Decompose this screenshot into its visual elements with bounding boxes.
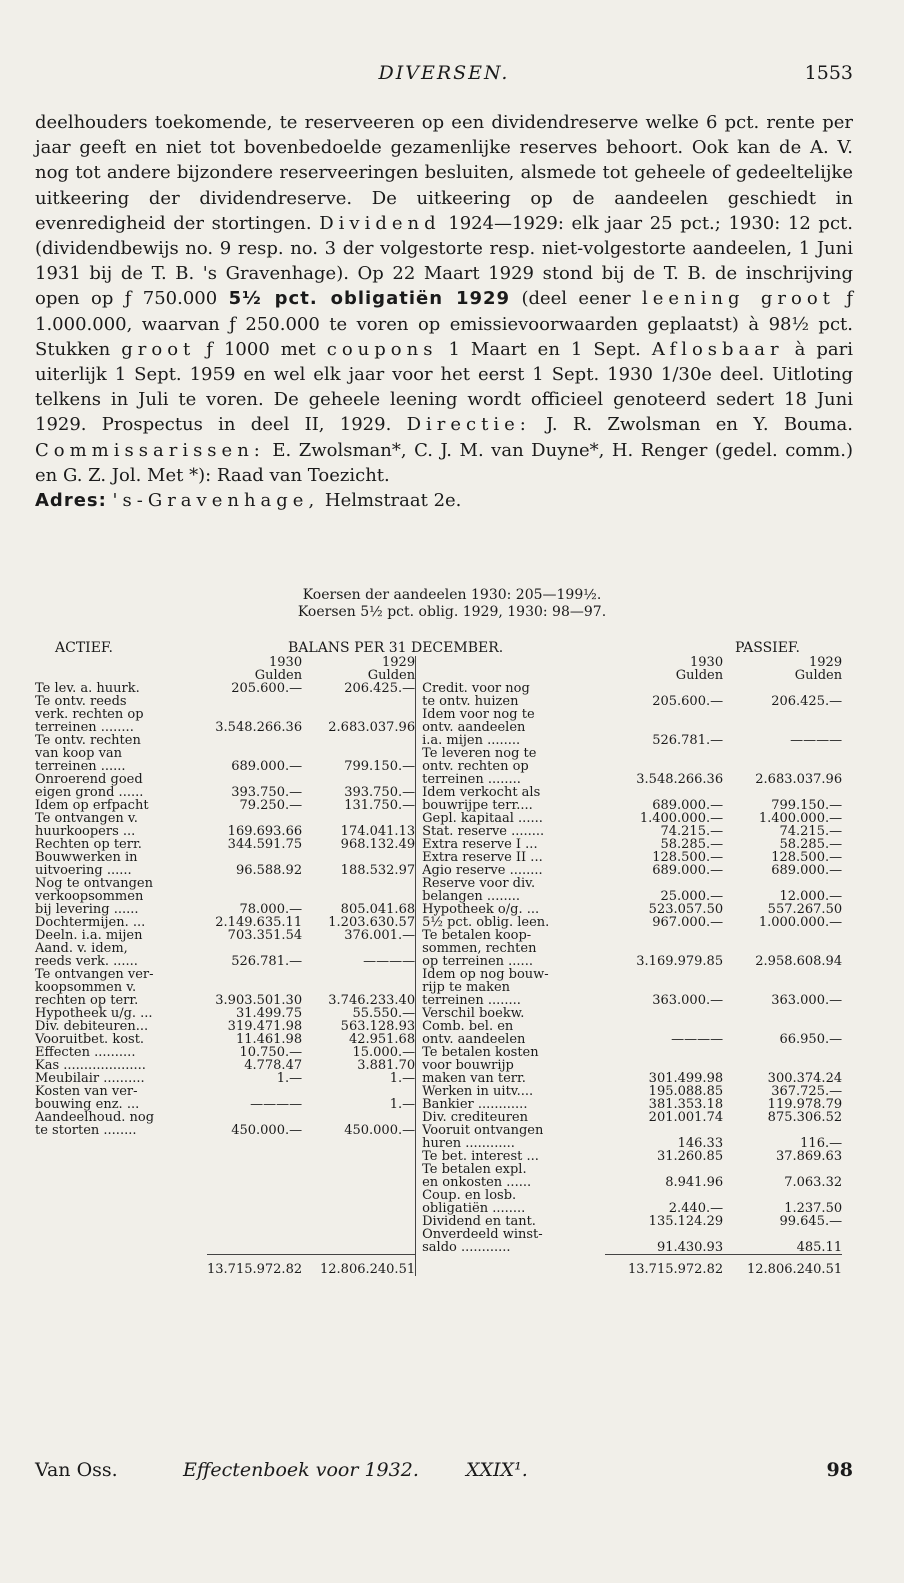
actief-item (35, 1228, 207, 1241)
passief-item: obligatiën ........ (422, 1201, 526, 1216)
passief-item: en onkosten ...... (422, 1175, 532, 1190)
running-title: DIVERSEN. (378, 62, 510, 84)
passief-item: Hypotheek o/g. ... (422, 902, 540, 917)
actief-item: bouwing enz. ... (35, 1097, 140, 1112)
actief-1929: 42.951.68 (348, 1032, 416, 1047)
actief-1930: 169.693.66 (227, 824, 303, 839)
passief-item: Vooruit ontvangen (422, 1123, 544, 1138)
text-run: à pari uiterlijk 1 Sept. 1959 en wel elk jaar voor het eerst 1 Sept. 1930 1/30e deel. Uitloting telkens in Juli te voren. De geheele leening wordt officieel genoteerd sedert 18 Juni 1929. Prospectus in deel II, 1929. (35, 338, 853, 436)
actief-1929 (302, 1202, 416, 1215)
actief-1929: 2.683.037.96 (328, 720, 416, 735)
passief-1930: 201.001.74 (648, 1110, 724, 1125)
passief-1930: 301.499.98 (648, 1071, 724, 1086)
passief-1930: 689.000.— (652, 863, 724, 878)
actief-1930: 205.600.— (231, 681, 303, 696)
passief-1930: 1.400.000.— (639, 811, 724, 826)
actief-1929: 393.750.— (344, 785, 416, 800)
koers-aandeelen: Koersen der aandeelen 1930: 205—199½. (302, 587, 602, 603)
actief-item: terreinen ........ (35, 720, 134, 735)
address-line (35, 488, 853, 513)
passief-item: belangen ........ (422, 889, 520, 904)
actief-1929 (302, 877, 416, 890)
actief-1929 (302, 1215, 416, 1228)
actief-1930: 11.461.98 (235, 1032, 303, 1047)
actief-item: te storten ........ (35, 1123, 137, 1138)
passief-1929: 37.869.63 (775, 1149, 843, 1164)
actief-1930 (207, 1137, 302, 1150)
actief-item: verk. rechten op (35, 707, 144, 722)
actief-1930: 344.591.75 (227, 837, 303, 852)
passief-1929 (723, 747, 842, 760)
passief-1930: 381.353.18 (648, 1097, 724, 1112)
actief-1929 (302, 1176, 416, 1189)
passief-item: Reserve voor div. (422, 876, 536, 891)
actief-1930 (207, 1176, 302, 1189)
actief-1930: 3.548.266.36 (215, 720, 303, 735)
text-run: (deel eener (521, 288, 631, 310)
passief-item: Verschil boekw. (422, 1006, 525, 1021)
actief-item: Aandeelhoud. nog (35, 1110, 155, 1125)
paragraph (35, 110, 853, 488)
actief-item: Te lev. a. huurk. (35, 681, 140, 696)
actief-1929 (302, 1137, 416, 1150)
passief-1929 (723, 1046, 842, 1059)
unit-label: Gulden (794, 668, 843, 683)
passief-1929: 128.500.— (771, 850, 843, 865)
actief-1930: 79.250.— (239, 798, 303, 813)
total-passief-1929: 12.806.240.51 (723, 1255, 842, 1277)
aflosbaar-label: Aflosbaar (651, 338, 784, 360)
passief-1930: 91.430.93 (656, 1240, 724, 1255)
actief-item: Onroerend goed (35, 772, 143, 787)
actief-item (35, 1189, 207, 1202)
actief-1930: 526.781.— (231, 954, 303, 969)
actief-1929 (302, 695, 416, 708)
actief-1929: 450.000.— (344, 1123, 416, 1138)
passief-1930: 58.285.— (660, 837, 724, 852)
actief-1930 (207, 877, 302, 890)
passief-item: saldo ............ (422, 1240, 511, 1255)
passief-item: Te betalen expl. (422, 1162, 527, 1177)
actief-item: Div. debiteuren... (35, 1019, 149, 1034)
passief-item: Gepl. kapitaal ...... (422, 811, 543, 826)
passief-1930: 3.169.979.85 (636, 954, 724, 969)
footer-sheet-number: 98 (826, 1459, 853, 1481)
actief-1929 (302, 734, 416, 747)
passief-item: terreinen ........ (422, 772, 521, 787)
adres-label: Adres: (35, 490, 107, 512)
text-run: J. R. Zwolsman en Y. Bouma. (546, 414, 853, 436)
balance-title: BALANS PER 31 DECEMBER. (288, 640, 504, 656)
passief-1930 (605, 1007, 723, 1020)
commissarissen-label: Commissarissen: (35, 439, 265, 461)
year-1929: 1929 (382, 655, 416, 670)
total-passief-1930: 13.715.972.82 (605, 1255, 723, 1277)
actief-1929: 1.— (389, 1097, 416, 1112)
actief-1929: 1.203.630.57 (328, 915, 416, 930)
passief-1929: 363.000.— (771, 993, 843, 1008)
actief-1930: 450.000.— (231, 1123, 303, 1138)
page-number: 1553 (804, 62, 853, 84)
year-1930: 1930 (269, 655, 303, 670)
passief-1930 (605, 708, 723, 721)
actief-1929: 563.128.93 (340, 1019, 416, 1034)
passief-item: ontv. aandeelen (422, 1032, 526, 1047)
passief-1929: 99.645.— (779, 1214, 843, 1229)
actief-1930: 689.000.— (231, 759, 303, 774)
passief-1929: ———— (790, 733, 843, 748)
passief-1930: 25.000.— (660, 889, 724, 904)
passief-item: bouwrijpe terr.... (422, 798, 533, 813)
actief-item: van koop van (35, 746, 123, 761)
passief-1930: 205.600.— (652, 694, 724, 709)
actief-1930: ———— (250, 1097, 303, 1112)
passief-item: ontv. rechten op (422, 759, 529, 774)
actief-item: Idem op erfpacht (35, 798, 149, 813)
passief-item: sommen, rechten (422, 941, 537, 956)
passief-item: Credit. voor nog (422, 681, 530, 696)
passief-item: Te betalen kosten (422, 1045, 539, 1060)
total-actief-1929: 12.806.240.51 (302, 1255, 416, 1277)
passief-item: 5½ pct. oblig. leen. (422, 915, 550, 930)
actief-1929: 968.132.49 (340, 837, 416, 852)
passief-item: ontv. aandeelen (422, 720, 526, 735)
actief-1930: 78.000.— (239, 902, 303, 917)
passief-1930: 195.088.85 (648, 1084, 724, 1099)
leening-label: leening groot (641, 288, 835, 310)
actief-1930 (207, 1163, 302, 1176)
body-text (35, 110, 853, 513)
obligaties-label: 5½ pct. obligatiën 1929 (228, 288, 511, 310)
actief-item: Te ontvangen v. (35, 811, 138, 826)
passief-1929: 7.063.32 (784, 1175, 843, 1190)
passief-1930: 363.000.— (652, 993, 724, 1008)
passief-1930: 74.215.— (660, 824, 724, 839)
actief-item: eigen grond ...... (35, 785, 144, 800)
passief-item: Extra reserve II ... (422, 850, 543, 865)
actief-item: huurkoopers ... (35, 824, 136, 839)
unit-label: Gulden (675, 668, 724, 683)
passief-1929: 689.000.— (771, 863, 843, 878)
actief-1930 (207, 1150, 302, 1163)
actief-1930 (207, 1215, 302, 1228)
actief-1929 (302, 968, 416, 981)
passief-item: voor bouwrijp (422, 1058, 514, 1073)
passief-1929: 58.285.— (779, 837, 843, 852)
passief-item: Div. crediteuren (422, 1110, 528, 1125)
actief-item: Te ontv. reeds (35, 694, 127, 709)
actief-1929 (302, 1228, 416, 1241)
actief-item (35, 1150, 207, 1163)
actief-item (35, 1163, 207, 1176)
year-1930: 1930 (690, 655, 724, 670)
actief-item: Te ontvangen ver- (35, 967, 154, 982)
actief-item: bij levering ...... (35, 902, 139, 917)
actief-1930 (207, 734, 302, 747)
actief-1930: 319.471.98 (227, 1019, 303, 1034)
actief-1929 (302, 1163, 416, 1176)
passief-item: Te leveren nog te (422, 746, 537, 761)
passief-1929: 1.237.50 (784, 1201, 843, 1216)
actief-1930: 4.778.47 (244, 1058, 303, 1073)
actief-1929: 174.041.13 (340, 824, 416, 839)
actief-item (35, 1137, 207, 1150)
passief-item: Bankier ............ (422, 1097, 528, 1112)
actief-item: uitvoering ...... (35, 863, 132, 878)
actief-1930: 31.499.75 (235, 1006, 303, 1021)
actief-1930: 1.— (276, 1071, 303, 1086)
actief-item: Meubilair .......... (35, 1071, 145, 1086)
text-run: ƒ 1.000.000, waarvan ƒ 250.000 te voren op emissievoorwaarden geplaatst) à 98½ pct. Stukken (35, 288, 853, 360)
actief-1930 (207, 1202, 302, 1215)
year-1929: 1929 (809, 655, 843, 670)
actief-1930: 3.903.501.30 (215, 993, 303, 1008)
passief-1930: 523.057.50 (648, 902, 724, 917)
actief-item (35, 1176, 207, 1189)
passief-item: Werken in uitv.... (422, 1084, 534, 1099)
actief-item: Kosten van ver- (35, 1084, 138, 1099)
passief-item: Comb. bel. en (422, 1019, 514, 1034)
actief-1929: 1.— (389, 1071, 416, 1086)
passief-1930 (605, 968, 723, 981)
actief-item: Hypotheek u/g. ... (35, 1006, 153, 1021)
balance-sheet-body (35, 656, 842, 1276)
actief-1930 (207, 1228, 302, 1241)
passief-item: huren ............ (422, 1136, 515, 1151)
passief-1930: 2.440.— (668, 1201, 724, 1216)
passief-1930: 526.781.— (652, 733, 724, 748)
text-run: E. Zwolsman*, C. J. M. van Duyne*, H. Renger (gedel. comm.) en G. Z. Jol. Met *): Raad van Toezicht. (35, 439, 853, 486)
actief-1929 (302, 1241, 416, 1255)
actief-item: Te ontv. rechten (35, 733, 141, 748)
passief-1929: 2.683.037.96 (755, 772, 843, 787)
passief-1930: 31.260.85 (656, 1149, 724, 1164)
adres-city: 's-Gravenhage, (112, 490, 320, 512)
footer-volume: XXIX¹. (466, 1459, 528, 1481)
actief-item: Rechten op terr. (35, 837, 142, 852)
groot-label: groot (121, 338, 196, 360)
passief-label: PASSIEF. (735, 640, 800, 656)
actief-item: Aand. v. idem, (35, 941, 128, 956)
unit-label: Gulden (367, 668, 416, 683)
passief-1929: 1.400.000.— (758, 811, 843, 826)
actief-1930 (207, 968, 302, 981)
passief-item: Idem op nog bouw- (422, 967, 549, 982)
text-run: 1924—1929: elk jaar 25 pct.; 1930: 12 pct. (dividendbewijs no. 9 resp. no. 3 der volgestorte resp. niet-volgestorte aandeelen, 1 Juni 1931 bij de T. B. 's Gravenhage). Op 22 Maart 1929 stond bij de T. B. de inschrijving open op ƒ 750.000 (35, 212, 853, 310)
actief-label: ACTIEF. (55, 640, 113, 656)
actief-1929 (302, 1150, 416, 1163)
actief-1930: 2.149.635.11 (215, 915, 303, 930)
passief-1930 (605, 1046, 723, 1059)
actief-item: terreinen ...... (35, 759, 126, 774)
passief-item: Agio reserve ........ (422, 863, 543, 878)
passief-item: Idem voor nog te (422, 707, 535, 722)
passief-item: Onverdeeld winst- (422, 1227, 543, 1242)
passief-1929: 300.374.24 (767, 1071, 843, 1086)
passief-item: Te betalen koop- (422, 928, 532, 943)
passief-1930 (605, 747, 723, 760)
passief-item: Idem verkocht als (422, 785, 541, 800)
actief-item: Nog te ontvangen (35, 876, 153, 891)
actief-item (35, 1215, 207, 1228)
actief-1929: 55.550.— (352, 1006, 416, 1021)
coupons-label: coupons (326, 338, 438, 360)
passief-1929: 875.306.52 (767, 1110, 843, 1125)
actief-1929: 805.041.68 (340, 902, 416, 917)
passief-1929: 1.000.000.— (758, 915, 843, 930)
balance-row (35, 1241, 842, 1255)
passief-1929: 2.958.608.94 (755, 954, 843, 969)
passief-item: terreinen ........ (422, 993, 521, 1008)
passief-1929: 74.215.— (779, 824, 843, 839)
actief-item: reeds verk. ...... (35, 954, 138, 969)
actief-1929: 188.532.97 (340, 863, 416, 878)
actief-item: rechten op terr. (35, 993, 139, 1008)
text-run: ƒ 1000 met (206, 338, 316, 360)
actief-1929: 3.746.233.40 (328, 993, 416, 1008)
adres-street: Helmstraat 2e. (324, 490, 462, 512)
passief-1930: 146.33 (677, 1136, 724, 1151)
passief-1929: 119.978.79 (767, 1097, 843, 1112)
actief-1930: 703.351.54 (227, 928, 303, 943)
actief-item: Effecten .......... (35, 1045, 136, 1060)
balance-sheet-table (35, 656, 842, 1276)
passief-1929: 367.725.— (771, 1084, 843, 1099)
passief-1929: 799.150.— (771, 798, 843, 813)
actief-item (35, 1202, 207, 1215)
passief-item: maken van terr. (422, 1071, 526, 1086)
passief-item: rijp te maken (422, 980, 511, 995)
koers-obligaties: Koersen 5½ pct. oblig. 1929, 1930: 98—97. (297, 604, 607, 620)
passief-item: Coup. en losb. (422, 1188, 517, 1203)
text-run: deelhouders toekomende, te reserveeren op een dividendreserve welke 6 pct. rente per jaar geeft en niet tot bovenbedoelde gezamenlijke reserves behoort. Ook kan de A. V. nog tot andere bijzondere reserveeringen besluiten, alsmede tot geheele of gedeeltelijke uitkeering der dividendreserve. De uitkeering op de aandeelen geschiedt in evenredigheid der stortingen. (35, 112, 853, 234)
passief-1929: 485.11 (796, 1240, 843, 1255)
passief-1929 (723, 1007, 842, 1020)
actief-1930: 393.750.— (231, 785, 303, 800)
passief-item: i.a. mijen ........ (422, 733, 521, 748)
passief-1930: 967.000.— (652, 915, 724, 930)
actief-1929: 799.150.— (344, 759, 416, 774)
actief-1930: 96.588.92 (235, 863, 303, 878)
passief-1930: 3.548.266.36 (636, 772, 724, 787)
actief-item: Deeln. i.a. mijen (35, 928, 143, 943)
actief-1929: 3.881.70 (357, 1058, 416, 1073)
dividend-label: Dividend (319, 212, 441, 234)
passief-item: te ontv. huizen (422, 694, 519, 709)
passief-1929: 206.425.— (771, 694, 843, 709)
passief-1929 (723, 968, 842, 981)
actief-1930 (207, 695, 302, 708)
actief-1930 (207, 1189, 302, 1202)
actief-1929: 15.000.— (352, 1045, 416, 1060)
actief-1929 (302, 1189, 416, 1202)
passief-1930: ———— (671, 1032, 724, 1047)
actief-item: Vooruitbet. kost. (35, 1032, 145, 1047)
passief-1929: 557.267.50 (767, 902, 843, 917)
passief-1929: 116.— (800, 1136, 843, 1151)
actief-item: Bouwwerken in (35, 850, 138, 865)
actief-1930 (207, 1241, 302, 1255)
footer-publisher: Van Oss. (35, 1459, 118, 1481)
total-actief-1930: 13.715.972.82 (207, 1255, 302, 1277)
passief-1929: 12.000.— (779, 889, 843, 904)
passief-item: Extra reserve I ... (422, 837, 538, 852)
actief-1929: 376.001.— (344, 928, 416, 943)
passief-1930: 128.500.— (652, 850, 724, 865)
actief-1929: ———— (363, 954, 416, 969)
actief-item (35, 1241, 207, 1255)
actief-item: Kas .................... (35, 1058, 146, 1073)
actief-1930: 10.750.— (239, 1045, 303, 1060)
passief-1930: 135.124.29 (648, 1214, 724, 1229)
actief-item: koopsommen v. (35, 980, 137, 995)
actief-item: verkoopsommen (35, 889, 144, 904)
passief-item: Dividend en tant. (422, 1214, 536, 1229)
passief-1930: 8.941.96 (665, 1175, 724, 1190)
passief-item: Stat. reserve ........ (422, 824, 545, 839)
passief-1929: 66.950.— (779, 1032, 843, 1047)
directie-label: Directie: (406, 414, 531, 436)
footer-book-title: Effectenboek voor 1932. (183, 1459, 419, 1481)
passief-1930 (605, 929, 723, 942)
unit-label: Gulden (254, 668, 303, 683)
passief-item: op terreinen ...... (422, 954, 533, 969)
totals-row (35, 1255, 842, 1277)
actief-item: Dochtermijen. ... (35, 915, 146, 930)
passief-item: Te bet. interest ... (422, 1149, 539, 1164)
passief-1929 (723, 708, 842, 721)
passief-1930: 689.000.— (652, 798, 724, 813)
passief-1929 (723, 929, 842, 942)
actief-1929: 131.750.— (344, 798, 416, 813)
text-run: 1 Maart en 1 Sept. (448, 338, 641, 360)
actief-1929: 206.425.— (344, 681, 416, 696)
page-header (35, 62, 853, 88)
